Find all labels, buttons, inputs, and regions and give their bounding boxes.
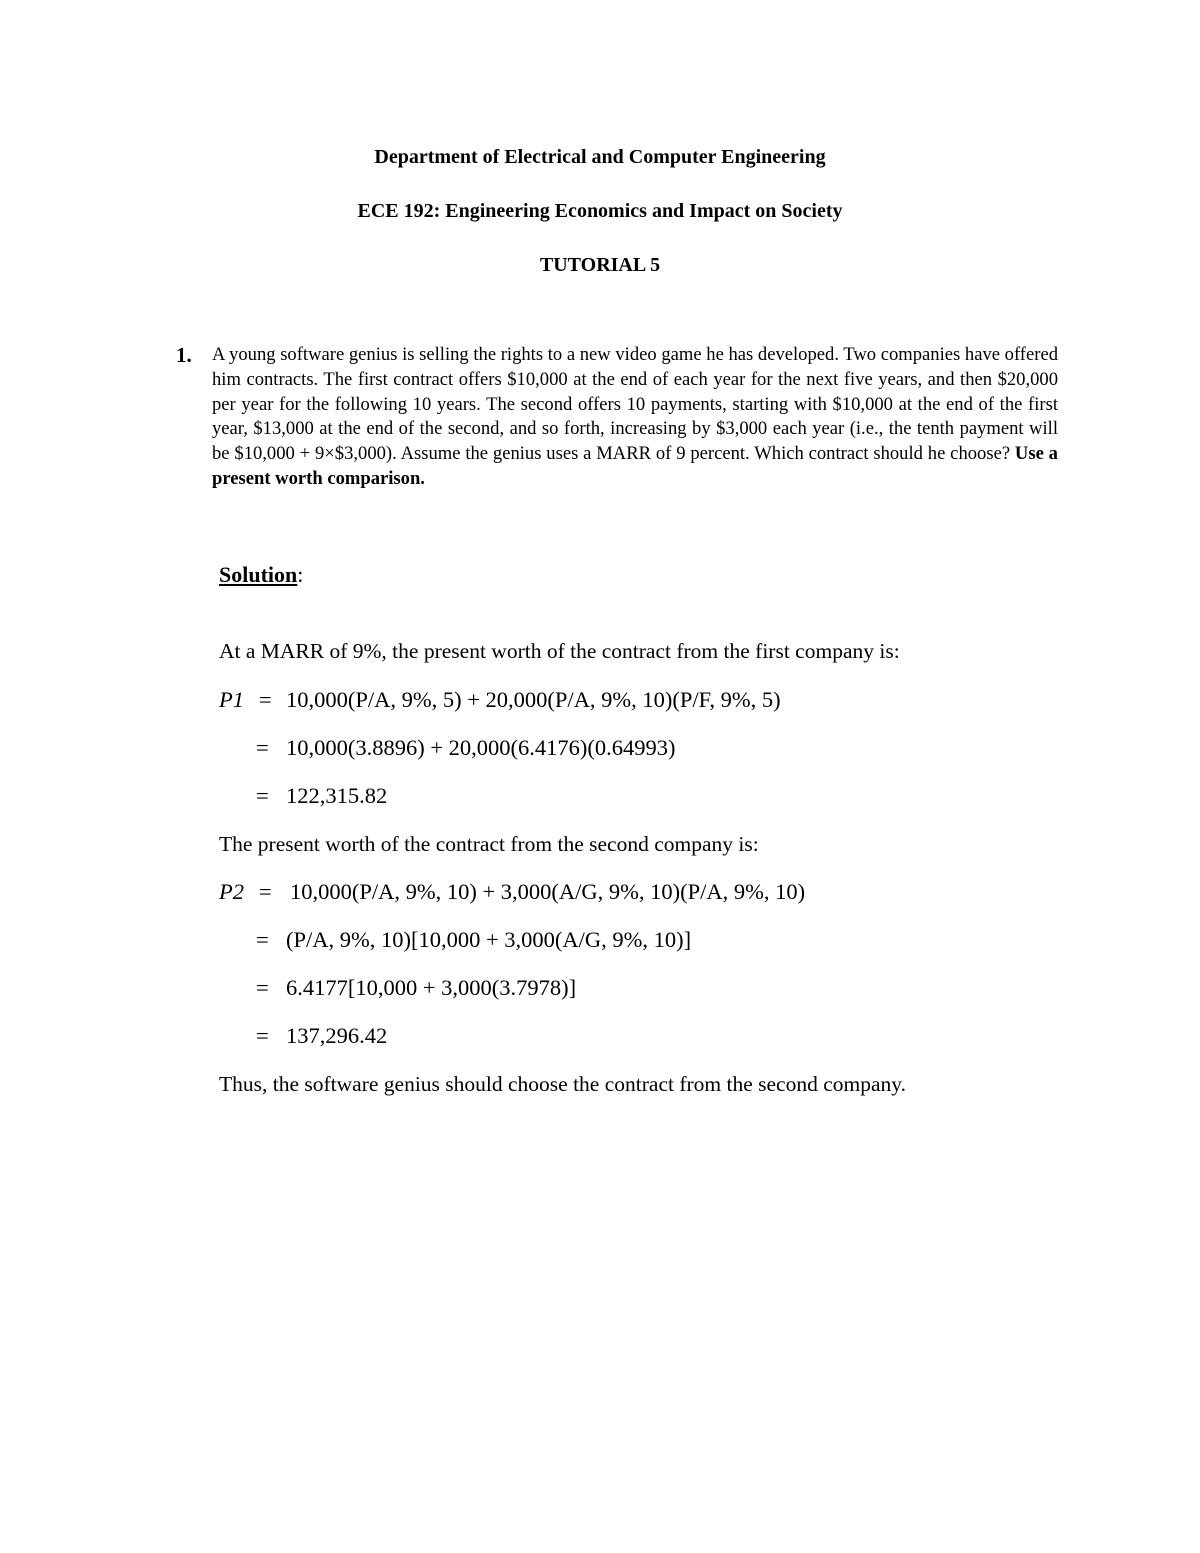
p2-eq-1: =: [259, 879, 272, 904]
p1-eq-2: =: [256, 735, 269, 760]
course-heading: ECE 192: Engineering Economics and Impact on Society: [357, 200, 843, 222]
solution-intro-second: The present worth of the contract from the second company is:: [219, 832, 759, 856]
solution-label: [219, 562, 303, 588]
question-number: 1.: [176, 343, 192, 367]
department-heading: Department of Electrical and Computer Engineering: [374, 146, 826, 168]
solution-intro-first: At a MARR of 9%, the present worth of the contract from the first company is:: [219, 639, 900, 663]
p1-eq-1: =: [259, 687, 272, 712]
question-body: A young software genius is selling the rights to a new video game he has developed. Two companies have offered him contracts. The first contract offers $10,000 at the end of each year for the next five years, and then $20,000 per year for the following 10 years. The second offers 10 payments, starting with $10,000 at the end of the first year, $13,000 at the end of the second, and so forth, increasing by $3,000 each year (i.e., the tenth payment will be $10,000 + 9×$3,000). Assume the genius uses a MARR of 9 percent. Which contract should he choose?: [212, 344, 1058, 465]
p2-result: 137,296.42: [286, 1023, 388, 1048]
solution-conclusion: Thus, the software genius should choose the contract from the second company.: [219, 1072, 907, 1096]
tutorial-heading: TUTORIAL 5: [539, 254, 661, 276]
p1-result: 122,315.82: [286, 783, 388, 808]
p1-substituted: 10,000(3.8896) + 20,000(6.4176)(0.64993): [286, 735, 676, 760]
question-instruction: Use a present worth comparison.: [212, 443, 1058, 489]
solution-label-colon: :: [297, 562, 304, 587]
p1-label: P1: [219, 687, 244, 712]
p2-substituted: 6.4177[10,000 + 3,000(3.7978)]: [286, 975, 577, 1000]
p2-eq-4: =: [256, 1023, 269, 1048]
question-text: [212, 343, 1058, 492]
p1-eq-3: =: [256, 783, 269, 808]
p2-eq-2: =: [256, 927, 269, 952]
p2-eq-3: =: [256, 975, 269, 1000]
p2-factored: (P/A, 9%, 10)[10,000 + 3,000(A/G, 9%, 10)]: [286, 927, 692, 952]
p2-formula: 10,000(P/A, 9%, 10) + 3,000(A/G, 9%, 10)(P/A, 9%, 10): [290, 879, 806, 904]
p1-formula: 10,000(P/A, 9%, 5) + 20,000(P/A, 9%, 10)(P/F, 9%, 5): [286, 687, 781, 712]
p2-label: P2: [219, 879, 244, 904]
solution-label-text: Solution: [219, 562, 298, 587]
